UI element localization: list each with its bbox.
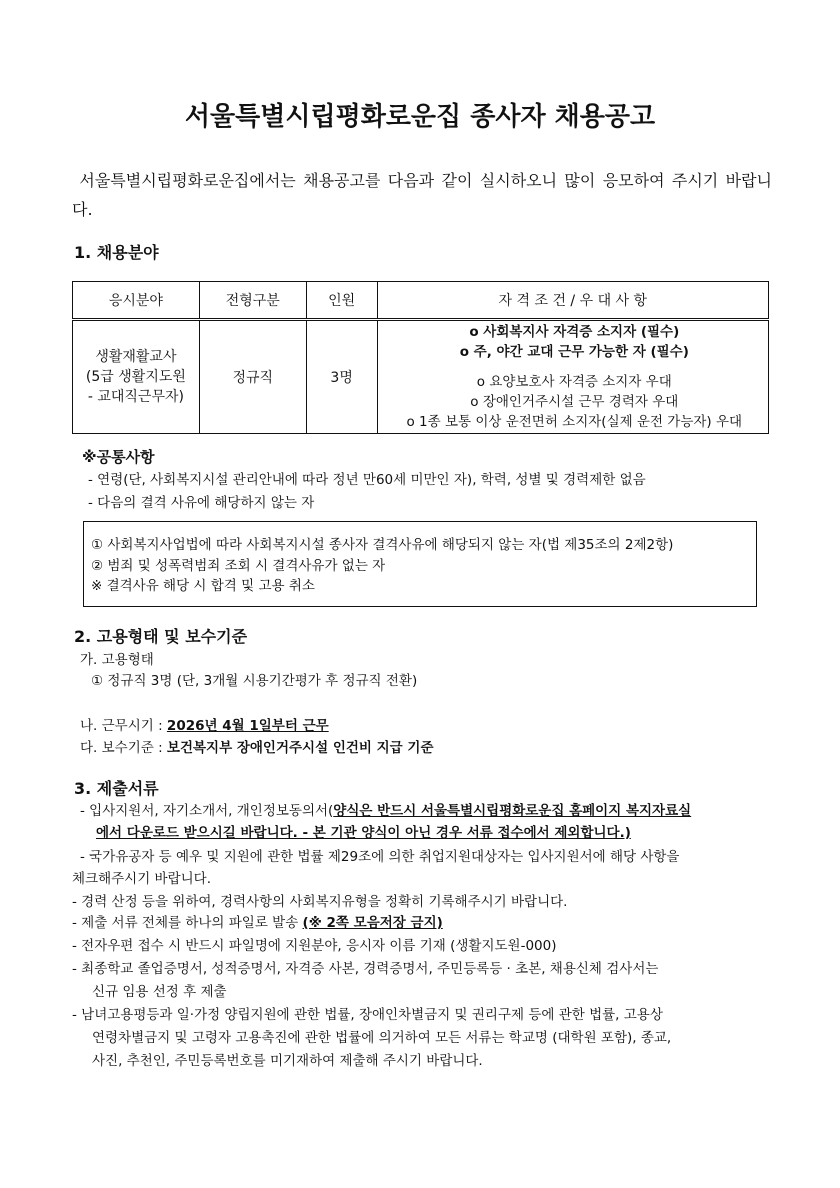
field-line: - 교대직근무자) xyxy=(87,389,184,405)
requirement-preferred: o 요양보호사 자격증 소지자 우대 xyxy=(476,374,672,390)
recruitment-table xyxy=(72,281,769,434)
documents-item-4-bold: (※ 2쪽 모음저장 금지) xyxy=(302,915,443,931)
count-cell: 3명 xyxy=(306,320,377,434)
intro-text: 서울특별시립평화로운집에서는 채용공고를 다음과 같이 실시하오니 많이 응모하여 주시기 바랍니다. xyxy=(72,171,772,219)
table-header: 인원 xyxy=(306,282,377,320)
documents-item-7-continued: 연령차별금지 및 고령자 고용촉진에 관한 법률에 의거하여 모든 서류는 학교명 (대학원 포함), 종교, xyxy=(92,1030,672,1046)
field-line: (5급 생활지도원 xyxy=(85,369,186,385)
common-heading: ※공통사항 xyxy=(82,448,155,466)
requirement-required: o 주, 야간 교대 근무 가능한 자 (필수) xyxy=(459,344,689,360)
table-header-row xyxy=(73,282,769,320)
documents-item-2-continued: 체크해주시기 바랍니다. xyxy=(72,871,211,887)
start-date-line xyxy=(80,716,329,737)
box-line: ① 사회복지사업법에 따라 사회복지시설 종사자 결격사유에 해당되지 않는 자(법 제35조의 2제2항) xyxy=(91,537,674,553)
table-header: 응시분야 xyxy=(73,282,200,320)
requirement-preferred: o 장애인거주시설 근무 경력자 우대 xyxy=(470,394,679,410)
section-2-heading: 2. 고용형태 및 보수기준 xyxy=(74,627,248,646)
field-line: 생활재활교사 xyxy=(95,349,177,365)
pay-standard-label: 다. 보수기준 : xyxy=(80,740,167,756)
documents-item-2: - 국가유공자 등 예우 및 지원에 관한 법률 제29조에 의한 취업지원대상자는 입사지원서에 해당 사항을 xyxy=(80,849,680,865)
section-3-heading: 3. 제출서류 xyxy=(74,779,159,798)
documents-item-6-continued: 신규 임용 선정 후 제출 xyxy=(92,984,227,1000)
documents-item-7: - 남녀고용평등과 일·가정 양립지원에 관한 법률, 장애인차별금지 및 권리구제 등에 관한 법률, 고용상 xyxy=(72,1007,663,1023)
page-title: 서울특별시립평화로운집 종사자 채용공고 xyxy=(184,102,656,132)
table-row xyxy=(73,320,769,434)
start-date-value: 2026년 4월 1일부터 근무 xyxy=(166,718,329,734)
start-date-label: 나. 근무시기 : xyxy=(80,718,167,734)
table-header: 전형구분 xyxy=(199,282,306,320)
requirement-required: o 사회복지사 자격증 소지자 (필수) xyxy=(469,324,680,340)
documents-item-3: - 경력 산정 등을 위하여, 경력사항의 사회복지유형을 정확히 기록해주시기 바랍니다. xyxy=(72,894,568,910)
employment-type-label: 가. 고용형태 xyxy=(80,652,154,668)
employment-type-item: ① 정규직 3명 (단, 3개월 시용기간평가 후 정규직 전환) xyxy=(91,673,418,689)
documents-item-7-continued: 사진, 추천인, 주민등록번호를 미기재하여 제출해 주시기 바랍니다. xyxy=(92,1053,483,1069)
pay-standard-line xyxy=(80,738,434,759)
documents-item-5: - 전자우편 접수 시 반드시 파일명에 지원분야, 응시자 이름 기재 (생활지도원-000) xyxy=(72,938,557,954)
documents-item-1-bold: 양식은 반드시 서울특별시립평화로운집 홈페이지 복지자료실 xyxy=(333,803,692,819)
field-cell xyxy=(73,320,200,434)
documents-item-1-prefix: - 입사지원서, 자기소개서, 개인정보동의서( xyxy=(80,803,334,819)
pay-standard-value: 보건복지부 장애인거주시설 인건비 지급 기준 xyxy=(166,740,434,756)
box-line: ※ 결격사유 해당 시 합격 및 고용 취소 xyxy=(91,578,315,594)
requirements-cell xyxy=(377,320,768,434)
table-header: 자 격 조 건 / 우 대 사 항 xyxy=(377,282,768,320)
documents-item-4-prefix: - 제출 서류 전체를 하나의 파일로 발송 xyxy=(72,915,303,931)
disqualification-box xyxy=(83,521,757,607)
documents-item-1 xyxy=(80,801,691,822)
documents-item-6: - 최종학교 졸업증명서, 성적증명서, 자격증 사본, 경력증명서, 주민등록등 · 초본, 채용신체 검사서는 xyxy=(72,961,659,977)
common-item: - 연령(단, 사회복지시설 관리안내에 따라 정년 만60세 미만인 자), 학력, 성별 및 경력제한 없음 xyxy=(88,472,646,488)
documents-item-4 xyxy=(72,913,443,934)
box-line: ② 범죄 및 성폭력범죄 조회 시 결격사유가 없는 자 xyxy=(91,558,386,574)
requirement-preferred: o 1종 보통 이상 운전면허 소지자(실제 운전 가능자) 우대 xyxy=(406,414,743,430)
common-item: - 다음의 결격 사유에 해당하지 않는 자 xyxy=(88,495,315,511)
type-cell: 정규직 xyxy=(199,320,306,434)
intro-paragraph xyxy=(72,166,772,224)
documents-item-1-continued: 에서 다운로드 받으시길 바랍니다. - 본 기관 양식이 아닌 경우 서류 접수에서 제외합니다.) xyxy=(96,825,631,841)
section-1-heading: 1. 채용분야 xyxy=(74,243,159,262)
